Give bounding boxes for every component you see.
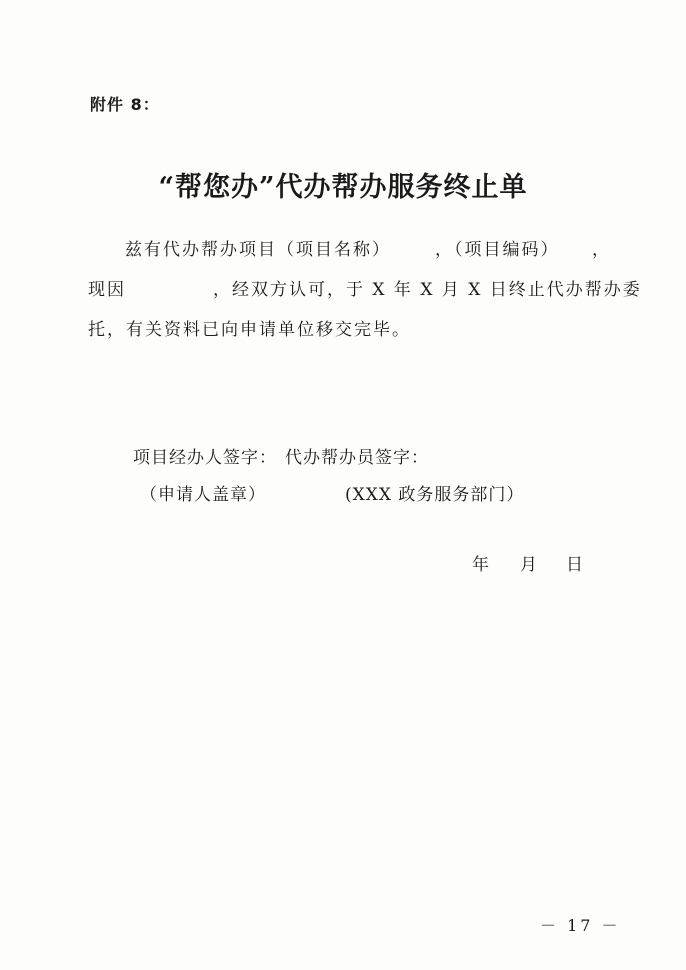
page-number: － 17 － bbox=[540, 916, 621, 935]
body-line1-project-name: 兹有代办帮办项目（项目名称） bbox=[125, 240, 391, 260]
document-title: “帮您办”代办帮办服务终止单 bbox=[158, 172, 528, 203]
agent-signature-label: 代办帮办员签字： bbox=[285, 448, 429, 468]
department-seal-label: (XXX 政务服务部门） bbox=[345, 485, 525, 505]
attachment-label: 附件 8： bbox=[90, 95, 160, 114]
date-day-label: 日 bbox=[566, 555, 584, 575]
handler-signature-label: 项目经办人签字： bbox=[133, 448, 277, 468]
date-year-label: 年 bbox=[472, 555, 490, 575]
body-line3-handover: 托，有关资料已向申请单位移交完毕。 bbox=[88, 320, 411, 340]
body-line1-project-code: ，（项目编码） bbox=[435, 240, 560, 260]
applicant-seal-label: （申请人盖章） bbox=[140, 485, 266, 505]
body-line2-reason-label: 现因 bbox=[88, 280, 126, 300]
date-month-label: 月 bbox=[520, 555, 538, 575]
body-line1-comma: ， bbox=[592, 240, 610, 260]
body-line2-termination: ，经双方认可，于 X 年 X 月 X 日终止代办帮办委 bbox=[213, 280, 642, 300]
